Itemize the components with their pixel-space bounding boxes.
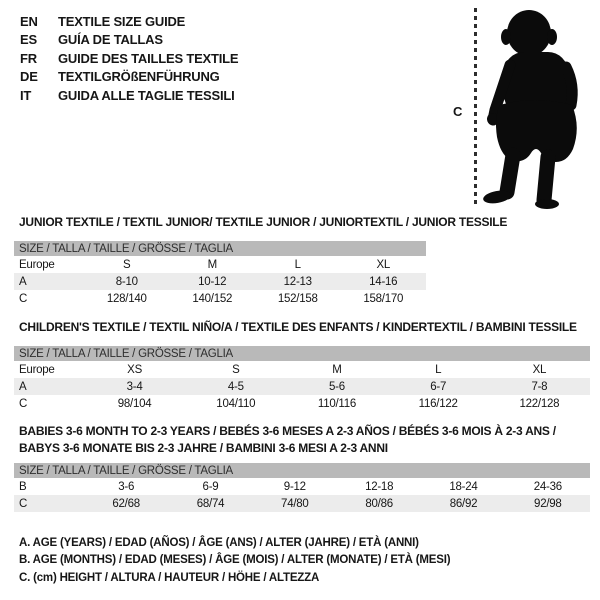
- size-header-row: [14, 346, 590, 361]
- size-value: 98/104: [117, 397, 152, 410]
- size-value: 14-16: [369, 275, 398, 288]
- size-header-band: SIZE / TALLA / TAILLE / GRÖSSE / TAGLIA: [14, 346, 590, 361]
- size-value: 3-6: [118, 480, 135, 493]
- language-row: [20, 50, 238, 68]
- size-header-row: [14, 463, 590, 478]
- size-value: 8-10: [115, 275, 138, 288]
- size-value: 6-9: [202, 480, 219, 493]
- size-value: 9-12: [283, 480, 306, 493]
- language-code: FR: [20, 50, 37, 66]
- size-value: L: [435, 363, 442, 376]
- row-label: A: [19, 380, 27, 393]
- table-row: [14, 495, 590, 512]
- row-label: C: [19, 292, 28, 305]
- table-row: [14, 378, 590, 395]
- footnote: B. AGE (MONTHS) / EDAD (MESES) / ÂGE (MOIS) / ALTER (MONATE) / ETÀ (MESI): [19, 554, 451, 567]
- size-value: 6-7: [430, 380, 447, 393]
- table-row: [14, 290, 426, 307]
- table-row: [14, 256, 426, 273]
- babies-table-title: [19, 423, 556, 457]
- row-label: B: [19, 480, 27, 493]
- size-value: XS: [127, 363, 143, 376]
- size-value: 140/152: [192, 292, 233, 305]
- children-table-title: [19, 319, 577, 336]
- height-measure-line: [474, 8, 477, 205]
- row-label: Europe: [19, 258, 55, 271]
- language-title-list: [20, 13, 238, 105]
- size-value: 92/98: [534, 497, 562, 510]
- size-value: XL: [376, 258, 391, 271]
- junior-size-table: [14, 241, 426, 307]
- row-label: C: [19, 397, 28, 410]
- size-value: 74/80: [281, 497, 309, 510]
- size-value: XL: [532, 363, 547, 376]
- row-label: A: [19, 275, 27, 288]
- size-value: S: [123, 258, 131, 271]
- language-code: EN: [20, 14, 38, 29]
- size-value: 128/140: [106, 292, 147, 305]
- footnote: A. AGE (YEARS) / EDAD (AÑOS) / ÂGE (ANS) / ALTER (JAHRE) / ETÀ (ANNI): [19, 537, 419, 549]
- table-title-line: JUNIOR TEXTILE / TEXTIL JUNIOR/ TEXTILE JUNIOR / JUNIORTEXTIL / JUNIOR TESSILE: [19, 215, 508, 229]
- size-value: 68/74: [196, 497, 225, 510]
- size-value: 3-4: [126, 380, 143, 393]
- size-value: 4-5: [227, 380, 244, 393]
- size-value: 122/128: [519, 397, 560, 410]
- language-code: DE: [20, 69, 38, 85]
- size-value: 152/158: [277, 292, 318, 305]
- table-row: [14, 273, 426, 290]
- height-measure-label: C: [453, 104, 463, 119]
- language-guide-title: GUIDA ALLE TAGLIE TESSILI: [58, 87, 235, 103]
- size-value: S: [232, 363, 240, 376]
- size-value: 158/170: [363, 292, 404, 305]
- size-value: L: [294, 258, 301, 271]
- table-title-line: BABYS 3-6 MONATE BIS 2-3 JAHRE / BAMBINI 3-6 MESI A 2-3 ANNI: [19, 441, 388, 455]
- size-value: 110/116: [317, 397, 357, 410]
- babies-size-table: [14, 463, 590, 512]
- size-value: 24-36: [533, 480, 562, 493]
- children-size-table: [14, 346, 590, 412]
- language-guide-title: GUIDE DES TAILLES TEXTILE: [58, 50, 239, 66]
- size-value: 62/68: [112, 497, 140, 510]
- language-row: [20, 87, 238, 105]
- language-guide-title: TEXTILE SIZE GUIDE: [58, 14, 186, 29]
- size-value: 104/110: [216, 397, 256, 410]
- baby-silhouette-icon: [480, 5, 600, 210]
- footnotes: [19, 535, 450, 587]
- language-code: IT: [20, 87, 32, 103]
- size-value: 5-6: [329, 380, 345, 393]
- size-value: 10-12: [198, 275, 227, 288]
- size-value: 116/122: [418, 397, 458, 410]
- table-row: [14, 395, 590, 412]
- table-row: [14, 478, 590, 495]
- size-value: M: [332, 363, 342, 376]
- size-value: 12-18: [365, 480, 394, 493]
- size-value: M: [207, 258, 217, 271]
- size-value: 80/86: [365, 497, 393, 510]
- table-title-line: BABIES 3-6 MONTH TO 2-3 YEARS / BEBÉS 3-6 MESES A 2-3 AÑOS / BÉBÉS 3-6 MOIS À 2-3 ANS /: [19, 424, 556, 438]
- size-value: 7-8: [531, 380, 548, 393]
- size-header-band: SIZE / TALLA / TAILLE / GRÖSSE / TAGLIA: [14, 463, 590, 478]
- language-code: ES: [20, 32, 37, 48]
- size-header-row: [14, 241, 426, 256]
- size-header-band: SIZE / TALLA / TAILLE / GRÖSSE / TAGLIA: [14, 241, 426, 256]
- table-row: [14, 361, 590, 378]
- language-row: [20, 31, 238, 49]
- size-value: 12-13: [283, 275, 312, 288]
- size-value: 86/92: [449, 497, 478, 510]
- row-label: Europe: [19, 363, 55, 376]
- footnote: C. (cm) HEIGHT / ALTURA / HAUTEUR / HÖHE / ALTEZZA: [19, 571, 320, 584]
- table-title-line: CHILDREN'S TEXTILE / TEXTIL NIÑO/A / TEXTILE DES ENFANTS / KINDERTEXTIL / BAMBINI TESSILE: [19, 320, 577, 334]
- junior-table-title: [19, 214, 507, 231]
- language-row: [20, 13, 238, 31]
- size-value: 18-24: [449, 480, 478, 493]
- language-row: [20, 68, 238, 86]
- language-guide-title: GUÍA DE TALLAS: [58, 32, 163, 48]
- row-label: C: [19, 497, 28, 510]
- language-guide-title: TEXTILGRÖßENFÜHRUNG: [58, 69, 220, 85]
